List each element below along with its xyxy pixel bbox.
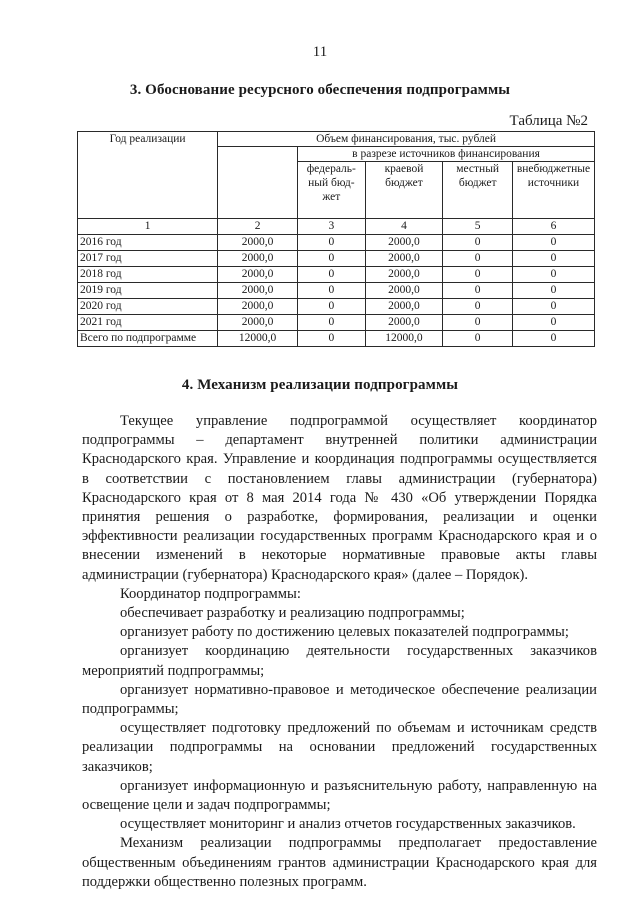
- row-extra: 0: [512, 331, 594, 347]
- row-year: 2019 год: [78, 283, 218, 299]
- row-regional: 2000,0: [365, 315, 443, 331]
- row-local: 0: [443, 267, 513, 283]
- col-number: 5: [443, 219, 513, 235]
- row-total: 2000,0: [218, 267, 298, 283]
- row-federal: 0: [298, 283, 365, 299]
- row-extra: 0: [512, 283, 594, 299]
- header-year: Год реализации: [78, 132, 218, 219]
- header-extra: внебюджетные источники: [512, 162, 594, 219]
- row-extra: 0: [512, 251, 594, 267]
- header-local: местный бюджет: [443, 162, 513, 219]
- section-3-title: 3. Обоснование ресурсного обеспечения подпрограммы: [129, 82, 511, 98]
- funding-table: [77, 131, 595, 347]
- row-local: 0: [443, 331, 513, 347]
- section-4-title: 4. Механизм реализации подпрограммы: [181, 377, 459, 393]
- paragraph: Механизм реализации подпрограммы предполагает предоставление общественным объединениям грантов администрации Краснодарского края для поддержки общественно полезных программ.: [82, 835, 597, 890]
- paragraph: организует работу по достижению целевых показателей подпрограммы;: [120, 624, 569, 641]
- table-row: [78, 315, 595, 331]
- table-row: [78, 267, 595, 283]
- row-total: 2000,0: [218, 283, 298, 299]
- row-year: 2020 год: [78, 299, 218, 315]
- row-federal: 0: [298, 299, 365, 315]
- row-local: 0: [443, 299, 513, 315]
- table-total-row: [78, 331, 595, 347]
- header-regional: краевой бюджет: [365, 162, 443, 219]
- body-text: [82, 412, 597, 892]
- row-federal: 0: [298, 315, 365, 331]
- row-extra: 0: [512, 315, 594, 331]
- header-sources: в разрезе источников финансирования: [298, 147, 595, 162]
- paragraph: обеспечивает разработку и реализацию подпрограммы;: [120, 605, 465, 622]
- row-local: 0: [443, 235, 513, 251]
- row-year: 2018 год: [78, 267, 218, 283]
- row-local: 0: [443, 315, 513, 331]
- table-caption: Таблица №2: [509, 113, 588, 129]
- row-regional: 2000,0: [365, 267, 443, 283]
- row-regional: 2000,0: [365, 299, 443, 315]
- paragraph: Координатор подпрограммы:: [120, 585, 301, 602]
- row-total: 2000,0: [218, 315, 298, 331]
- row-extra: 0: [512, 235, 594, 251]
- table-numbers-row: [78, 219, 595, 235]
- row-regional: 12000,0: [365, 331, 443, 347]
- row-year: 2017 год: [78, 251, 218, 267]
- row-federal: 0: [298, 267, 365, 283]
- row-regional: 2000,0: [365, 283, 443, 299]
- table-row: [78, 283, 595, 299]
- col-number: 1: [78, 219, 218, 235]
- row-local: 0: [443, 251, 513, 267]
- col-number: 4: [365, 219, 443, 235]
- row-year: Всего по подпрограмме: [78, 331, 218, 347]
- row-total: 2000,0: [218, 251, 298, 267]
- row-extra: 0: [512, 299, 594, 315]
- paragraph: организует информационную и разъяснительную работу, направленную на освещение цели и задач подпрограммы;: [82, 777, 597, 814]
- paragraph: осуществляет подготовку предложений по объемам и источникам средств реализации подпрограммы на основании предложений государственных заказчиков;: [82, 720, 597, 775]
- paragraph: организует нормативно-правовое и методическое обеспечение реализации подпрограммы;: [82, 681, 597, 718]
- paragraph: осуществляет мониторинг и анализ отчетов государственных заказчиков.: [120, 816, 576, 833]
- table-header-row-1: [78, 132, 595, 147]
- paragraph: организует координацию деятельности государственных заказчиков мероприятий подпрограммы;: [82, 643, 597, 679]
- row-regional: 2000,0: [365, 235, 443, 251]
- row-federal: 0: [298, 235, 365, 251]
- paragraph: Текущее управление подпрограммой осуществляет координатор подпрограммы – департамент внутренней политики администрации Краснодарского края. Управление и координация подпрограммы осуществляется в соответствии с постановлением главы администрации (губернатора) Краснодарского края от 8 мая 2014 года № 430 «Об утверждении Порядка принятия решения о разработке, формирования, реализации и оценки эффективности реализации государственных программ Краснодарского края и о внесении изменений в некоторые нормативные правовые акты главы администрации (губернатора) Краснодарского края» (далее – Порядок).: [82, 413, 597, 583]
- header-volume: Объем финансирования, тыс. рублей: [218, 132, 595, 147]
- row-year: 2016 год: [78, 235, 218, 251]
- row-federal: 0: [298, 331, 365, 347]
- row-extra: 0: [512, 267, 594, 283]
- row-local: 0: [443, 283, 513, 299]
- page-number: 11: [312, 44, 328, 60]
- table-row: [78, 235, 595, 251]
- row-year: 2021 год: [78, 315, 218, 331]
- table-row: [78, 299, 595, 315]
- row-total: 2000,0: [218, 235, 298, 251]
- row-total: 2000,0: [218, 299, 298, 315]
- row-federal: 0: [298, 251, 365, 267]
- table-row: [78, 251, 595, 267]
- col-number: 3: [298, 219, 365, 235]
- row-regional: 2000,0: [365, 251, 443, 267]
- row-total: 12000,0: [218, 331, 298, 347]
- col-number: 6: [512, 219, 594, 235]
- header-federal: федераль-ный бюд-жет: [298, 162, 365, 219]
- header-total-spacer: [218, 147, 298, 219]
- col-number: 2: [218, 219, 298, 235]
